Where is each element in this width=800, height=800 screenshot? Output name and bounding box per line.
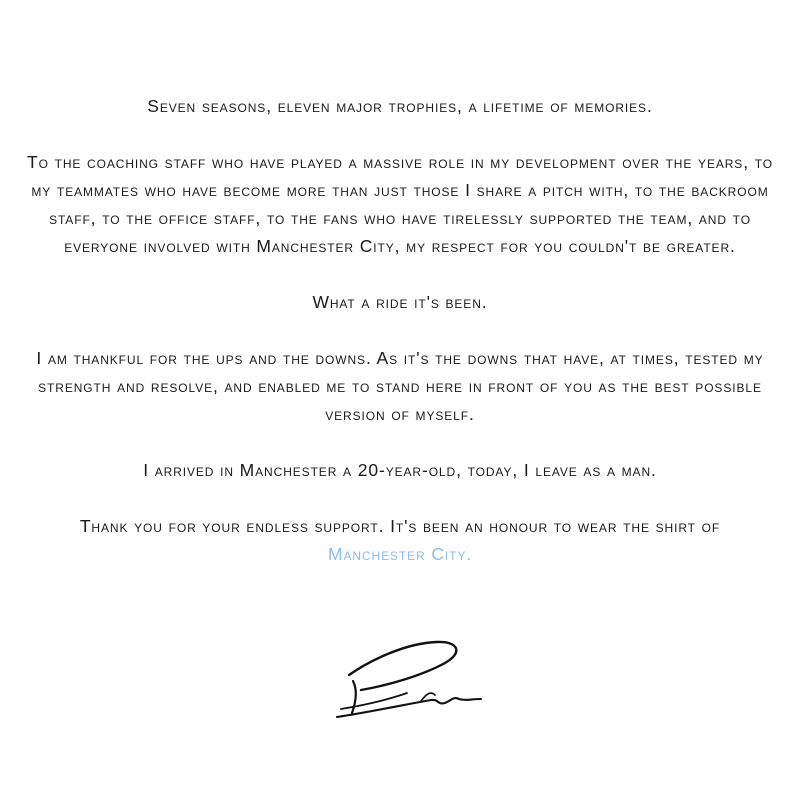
closing-text: Thank you for your endless support. It's been an honour to wear the shirt of [79,516,721,536]
paragraph-closing [20,512,780,568]
paragraph-ups-downs: I am thankful for the ups and the downs. As it's the downs that have, at times, tested my strength and resolve, and enabled me to stand here in front of you as the best possible version of myself. [36,348,764,424]
paragraph-ride: What a ride it's been. [312,292,488,312]
paragraph-opening: Seven seasons, eleven major trophies, a lifetime of memories. [147,96,653,116]
paragraph-thanks-staff: To the coaching staff who have played a massive role in my development over the years, to my teammates who have become more than just those I share a pitch with, to the backroom staff, to the office staff, to the fans who have tirelessly supported the team, and to everyone involved with Manchester City, my respect for you couldn't be greater. [27,152,773,256]
letter-body [20,92,780,596]
closing-club-name: Manchester City. [327,544,473,564]
paragraph-arrived: I arrived in Manchester a 20-year-old, today, I leave as a man. [143,460,657,480]
handwritten-signature [335,633,485,723]
